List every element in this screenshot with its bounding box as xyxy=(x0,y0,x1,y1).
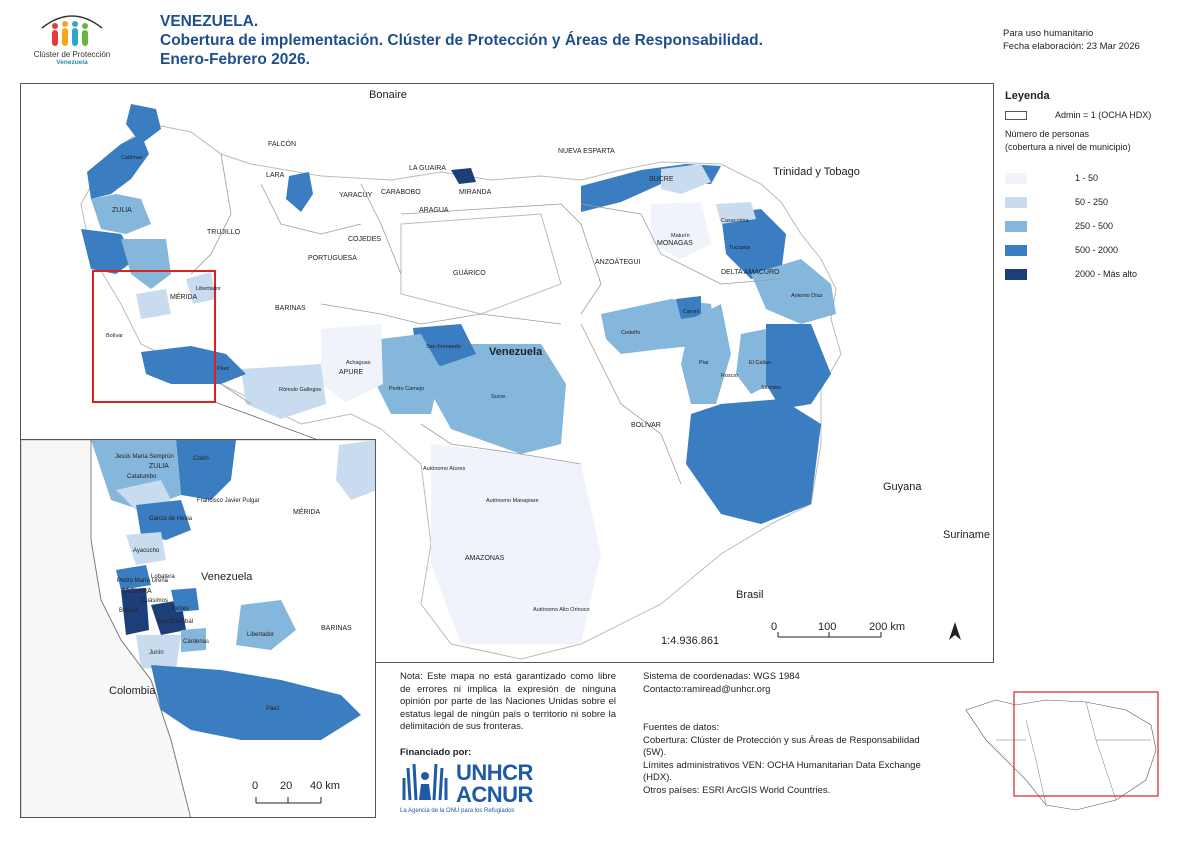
source-line-3: Otros países: ESRI ArcGIS World Countries. xyxy=(643,784,831,796)
muni-label-manapiare: Autónomo Manapiare xyxy=(486,498,539,504)
state-label-anzoategui: ANZOÁTEGUI xyxy=(595,259,641,266)
legend-class-5 xyxy=(1005,262,1175,286)
muni-label-san-fernando: San Fernando xyxy=(426,344,461,350)
legend-class-1 xyxy=(1005,166,1175,190)
inset-label-colombia: Colombia xyxy=(109,685,156,697)
admin-swatch xyxy=(1005,111,1027,120)
unhcr-tagline: La Agencia de la ONU para los Refugiados xyxy=(400,808,515,814)
date-label: Fecha elaboración: 23 Mar 2026 xyxy=(1003,41,1140,52)
legend-class-3 xyxy=(1005,214,1175,238)
legend-swatch-2 xyxy=(1005,197,1027,208)
muni-label-atures: Autónomo Atures xyxy=(423,466,466,472)
crs-label: Sistema de coordenadas: WGS 1984 xyxy=(643,671,800,682)
legend-label-1: 1 - 50 xyxy=(1075,173,1099,183)
state-label-cojedes: COJEDES xyxy=(348,236,382,243)
state-label-sucre: SUCRE xyxy=(649,176,674,183)
legend-label-3: 250 - 500 xyxy=(1075,221,1114,231)
muni-label-cabimas: Cabimas xyxy=(121,155,143,161)
muni-label-caroni: Caroní xyxy=(683,309,700,315)
inset-label-pedro-maria: Pedro María Ureña xyxy=(117,578,169,584)
unhcr-logo xyxy=(398,760,558,820)
muni-label-sifontes: Sifontes xyxy=(761,385,781,391)
state-label-barinas: BARINAS xyxy=(275,305,306,312)
inset-label-bolivar: Bolívar xyxy=(119,608,138,614)
legend-label-5: 2000 - Más alto xyxy=(1075,269,1138,279)
legend-class-2 xyxy=(1005,190,1175,214)
state-label-guarico: GUÁRICO xyxy=(453,270,486,277)
inset-label-colon: Colón xyxy=(193,456,209,462)
state-label-merida: MÉRIDA xyxy=(170,294,198,301)
legend-subtitle xyxy=(1005,128,1175,154)
inset-map[interactable] xyxy=(20,439,376,818)
system-info xyxy=(643,671,800,696)
muni-label-roscio: Roscio xyxy=(721,373,738,379)
state-label-nueva-esparta: NUEVA ESPARTA xyxy=(558,148,615,155)
logo-name: Clúster de Protección xyxy=(33,50,111,59)
overview-map xyxy=(956,680,1180,820)
legend xyxy=(1005,90,1175,286)
muni-label-libertador: Libertador xyxy=(196,286,221,292)
state-label-bolivar: BOLÍVAR xyxy=(631,422,661,429)
inset-label-tachira: TÁCHIRA xyxy=(121,588,152,595)
inset-scale-tick-20: 20 xyxy=(280,780,293,792)
amazonas-muni xyxy=(431,444,601,644)
logo-subtitle: Venezuela xyxy=(56,59,88,66)
legend-title: Leyenda xyxy=(1005,90,1050,102)
legend-admin-row xyxy=(1005,110,1175,120)
country-label-bonaire: Bonaire xyxy=(369,89,407,101)
inset-label-zulia: ZULIA xyxy=(149,463,169,470)
inset-label-ayacucho: Ayacucho xyxy=(133,548,160,554)
scale-tick-100: 100 xyxy=(818,621,837,633)
muni-label-achaguas: Achaguas xyxy=(346,360,371,366)
legend-swatch-5 xyxy=(1005,269,1027,280)
muni-label-bolivar: Bolívar xyxy=(106,333,124,339)
main-scale-bar xyxy=(771,621,905,637)
inset-label-jesus-maria: Jesús María Semprún xyxy=(115,454,174,460)
state-label-zulia: ZULIA xyxy=(112,207,132,214)
muni-label-antonio-diaz: Antonio Díaz xyxy=(791,293,823,299)
source-line-2: Límites administrativos VEN: OCHA Humanitarian Data Exchange (HDX). xyxy=(643,759,921,783)
contact-label: Contacto:ramiread@unhcr.org xyxy=(643,683,771,695)
legend-swatch-4 xyxy=(1005,245,1027,256)
inset-label-san-cristobal: San Cristóbal xyxy=(157,619,194,625)
title-line-3: Enero-Febrero 2026. xyxy=(160,51,310,68)
legend-swatch-1 xyxy=(1005,173,1027,184)
legend-subtitle-1: Número de personas xyxy=(1005,129,1090,139)
north-arrow-icon xyxy=(949,622,961,640)
funded-by-label: Financiado por: xyxy=(400,747,472,758)
country-label-brasil: Brasil xyxy=(736,589,764,601)
inset-map-svg xyxy=(21,440,376,818)
inset-label-guasimos: Guásimos xyxy=(141,598,169,604)
inset-label-catatumbo: Catatumbo xyxy=(127,474,157,480)
state-label-portuguesa: PORTUGUESA xyxy=(308,255,357,262)
data-sources xyxy=(643,722,943,797)
state-label-falcon: FALCÓN xyxy=(268,141,297,148)
overview-map-svg xyxy=(956,680,1180,820)
inset-label-junin: Junín xyxy=(149,650,164,656)
state-label-monagas: MONAGAS xyxy=(657,240,693,247)
source-line-1: Cobertura: Clúster de Protección y sus Áreas de Responsabilidad (5W). xyxy=(643,734,920,758)
inset-label-paez: Páez xyxy=(266,706,280,712)
muni-label-paez: Páez xyxy=(217,366,230,372)
legend-label-4: 500 - 2000 xyxy=(1075,245,1119,255)
state-label-la-guaira: LA GUAIRA xyxy=(409,165,446,172)
legend-swatch-3 xyxy=(1005,221,1027,232)
muni-label-cedeno: Cedeño xyxy=(621,330,641,336)
muni-label-tucupita: Tucupita xyxy=(729,245,750,251)
state-label-aragua: ARAGUA xyxy=(419,207,449,214)
muni-label-piar: Piar xyxy=(699,360,709,366)
inset-label-libertador: Libertador xyxy=(247,632,275,638)
state-label-trujillo: TRUJILLO xyxy=(207,229,241,236)
inset-scale-tick-0: 0 xyxy=(252,780,259,792)
disclaimer-note: Nota: Este mapa no está garantizado como libre de errores ni implica la expresión de ninguna opinión por parte de las Naciones Unidas sobre el estatus legal de ningún país o territorio ni sobre la delimitación de sus fronteras. xyxy=(400,671,616,732)
legend-subtitle-2: (cobertura a nivel de municipio) xyxy=(1005,142,1131,152)
state-label-amazonas: AMAZONAS xyxy=(465,555,505,562)
muni-label-maturin: Maturín xyxy=(671,233,690,239)
scale-tick-0: 0 xyxy=(771,621,778,633)
state-label-carabobo: CARABOBO xyxy=(381,189,421,196)
muni-label-romulo-gallegos: Rómulo Gallegos xyxy=(279,387,322,393)
map-meta xyxy=(1003,27,1140,53)
country-label-guyana: Guyana xyxy=(883,481,922,493)
muni-label-casacoima: Casacoima xyxy=(721,218,749,224)
unhcr-text: UNHCR xyxy=(456,760,533,785)
inset-label-cardenas: Cárdenas xyxy=(183,639,210,645)
cluster-logo xyxy=(22,10,122,72)
inset-label-merida: MÉRIDA xyxy=(293,509,321,516)
inset-label-garcia-hevia: Garcia de Hevia xyxy=(149,516,193,522)
country-label-trinidad: Trinidad y Tobago xyxy=(773,166,860,178)
zulia-muni-e xyxy=(136,289,171,319)
unhcr-hands-icon xyxy=(398,760,452,804)
muni-label-el-callao: El Callao xyxy=(749,360,772,366)
state-label-miranda: MIRANDA xyxy=(459,189,492,196)
muni-label-pedro-camejo: Pedro Camejo xyxy=(389,386,425,392)
title-line-1: VENEZUELA. xyxy=(160,13,259,30)
acnur-text: ACNUR xyxy=(456,782,533,807)
title-line-2: Cobertura de implementación. Clúster de Protección y Áreas de Responsabilidad. xyxy=(160,32,763,49)
map-title xyxy=(160,12,763,69)
legend-class-4 xyxy=(1005,238,1175,262)
inset-label-lobatera: Lobatera xyxy=(151,574,175,580)
country-label-suriname: Suriname xyxy=(943,529,991,541)
scale-tick-200: 200 km xyxy=(869,621,906,633)
state-label-delta-amacuro: DELTA AMACURO xyxy=(721,269,780,276)
muni-label-alto-orinoco: Autónomo Alto Orinoco xyxy=(533,607,590,613)
overview-landmass xyxy=(966,700,1156,810)
state-label-yaracuy: YARACUY xyxy=(339,192,373,199)
scale-ratio: 1:4.936.861 xyxy=(661,635,720,647)
inset-label-torbes: Torbes xyxy=(171,606,190,612)
cluster-people-icon xyxy=(37,10,107,48)
muni-label-sucre: Sucre xyxy=(491,394,506,400)
usage-label: Para uso humanitario xyxy=(1003,28,1094,39)
inset-scale-tick-40: 40 km xyxy=(310,780,340,792)
state-label-apure: APURE xyxy=(339,369,364,376)
inset-label-pulgar: Francisco Javier Pulgar xyxy=(197,498,260,504)
sources-title: Fuentes de datos: xyxy=(643,722,720,733)
legend-label-2: 50 - 250 xyxy=(1075,197,1109,207)
inset-label-barinas: BARINAS xyxy=(321,625,352,632)
state-label-lara: LARA xyxy=(266,172,285,179)
admin-label: Admin = 1 (OCHA HDX) xyxy=(1055,110,1152,120)
inset-label-venezuela: Venezuela xyxy=(201,571,253,583)
country-label-venezuela: Venezuela xyxy=(489,346,543,358)
